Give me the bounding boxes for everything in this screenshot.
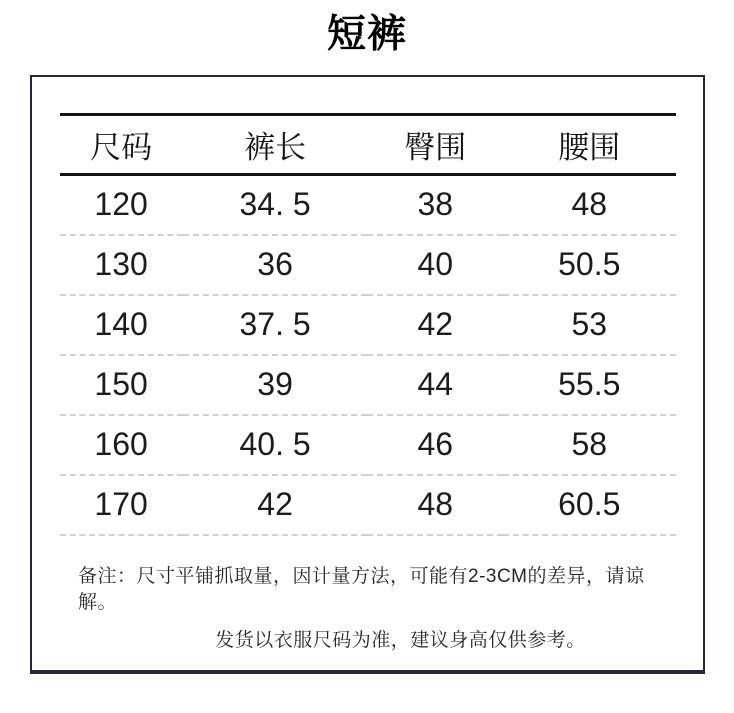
- table-row-size-150: [60, 355, 676, 415]
- table-row-size-130: [60, 235, 676, 295]
- size-cell: 140: [94, 306, 148, 342]
- size-cell: 40: [417, 246, 454, 282]
- size-cell: 42: [417, 306, 454, 342]
- size-cell: 44: [417, 366, 454, 402]
- size-cell: 60.5: [558, 486, 621, 522]
- size-cell: 120: [94, 186, 148, 223]
- size-cell: 38: [417, 186, 454, 223]
- size-cell: 160: [94, 426, 148, 462]
- size-cell: 130: [94, 246, 148, 282]
- size-cell: 48: [571, 186, 608, 223]
- size-cell: 58: [571, 426, 608, 462]
- size-cell: 39: [257, 366, 293, 402]
- table-row-size-170: [60, 475, 676, 535]
- page-title: 短裤: [326, 13, 407, 56]
- size-cell: 53: [571, 306, 608, 342]
- table-row-size-160: [60, 415, 676, 475]
- size-cell: 37. 5: [239, 306, 311, 342]
- size-chart-panel: [30, 75, 705, 674]
- note-size-disclaimer: 发货以衣服尺码为准，建议身高仅供参考。: [215, 629, 586, 651]
- column-header-size: 尺码: [90, 130, 153, 165]
- size-cell: 46: [417, 426, 454, 462]
- size-table: [60, 113, 676, 536]
- table-row-size-120: [60, 175, 676, 235]
- size-cell: 48: [417, 486, 454, 522]
- size-cell: 170: [94, 486, 148, 522]
- size-cell: 34. 5: [239, 186, 311, 223]
- note-measurement-method: 备注：尺寸平铺抓取量，因计量方法，可能有2-3CM的差异，请谅解。: [78, 565, 645, 613]
- table-row-size-140: [60, 295, 676, 355]
- size-cell: 150: [94, 366, 148, 402]
- size-cell: 42: [257, 486, 293, 522]
- table-header-row: [60, 115, 676, 175]
- column-header-waist: 腰围: [558, 130, 621, 165]
- column-header-hip: 臀围: [404, 130, 467, 165]
- size-cell: 50.5: [558, 246, 621, 282]
- size-cell: 36: [257, 246, 293, 282]
- size-cell: 40. 5: [239, 426, 311, 462]
- notes-section: [32, 564, 703, 654]
- column-header-pants-length: 裤长: [244, 130, 307, 165]
- size-cell: 55.5: [558, 366, 621, 402]
